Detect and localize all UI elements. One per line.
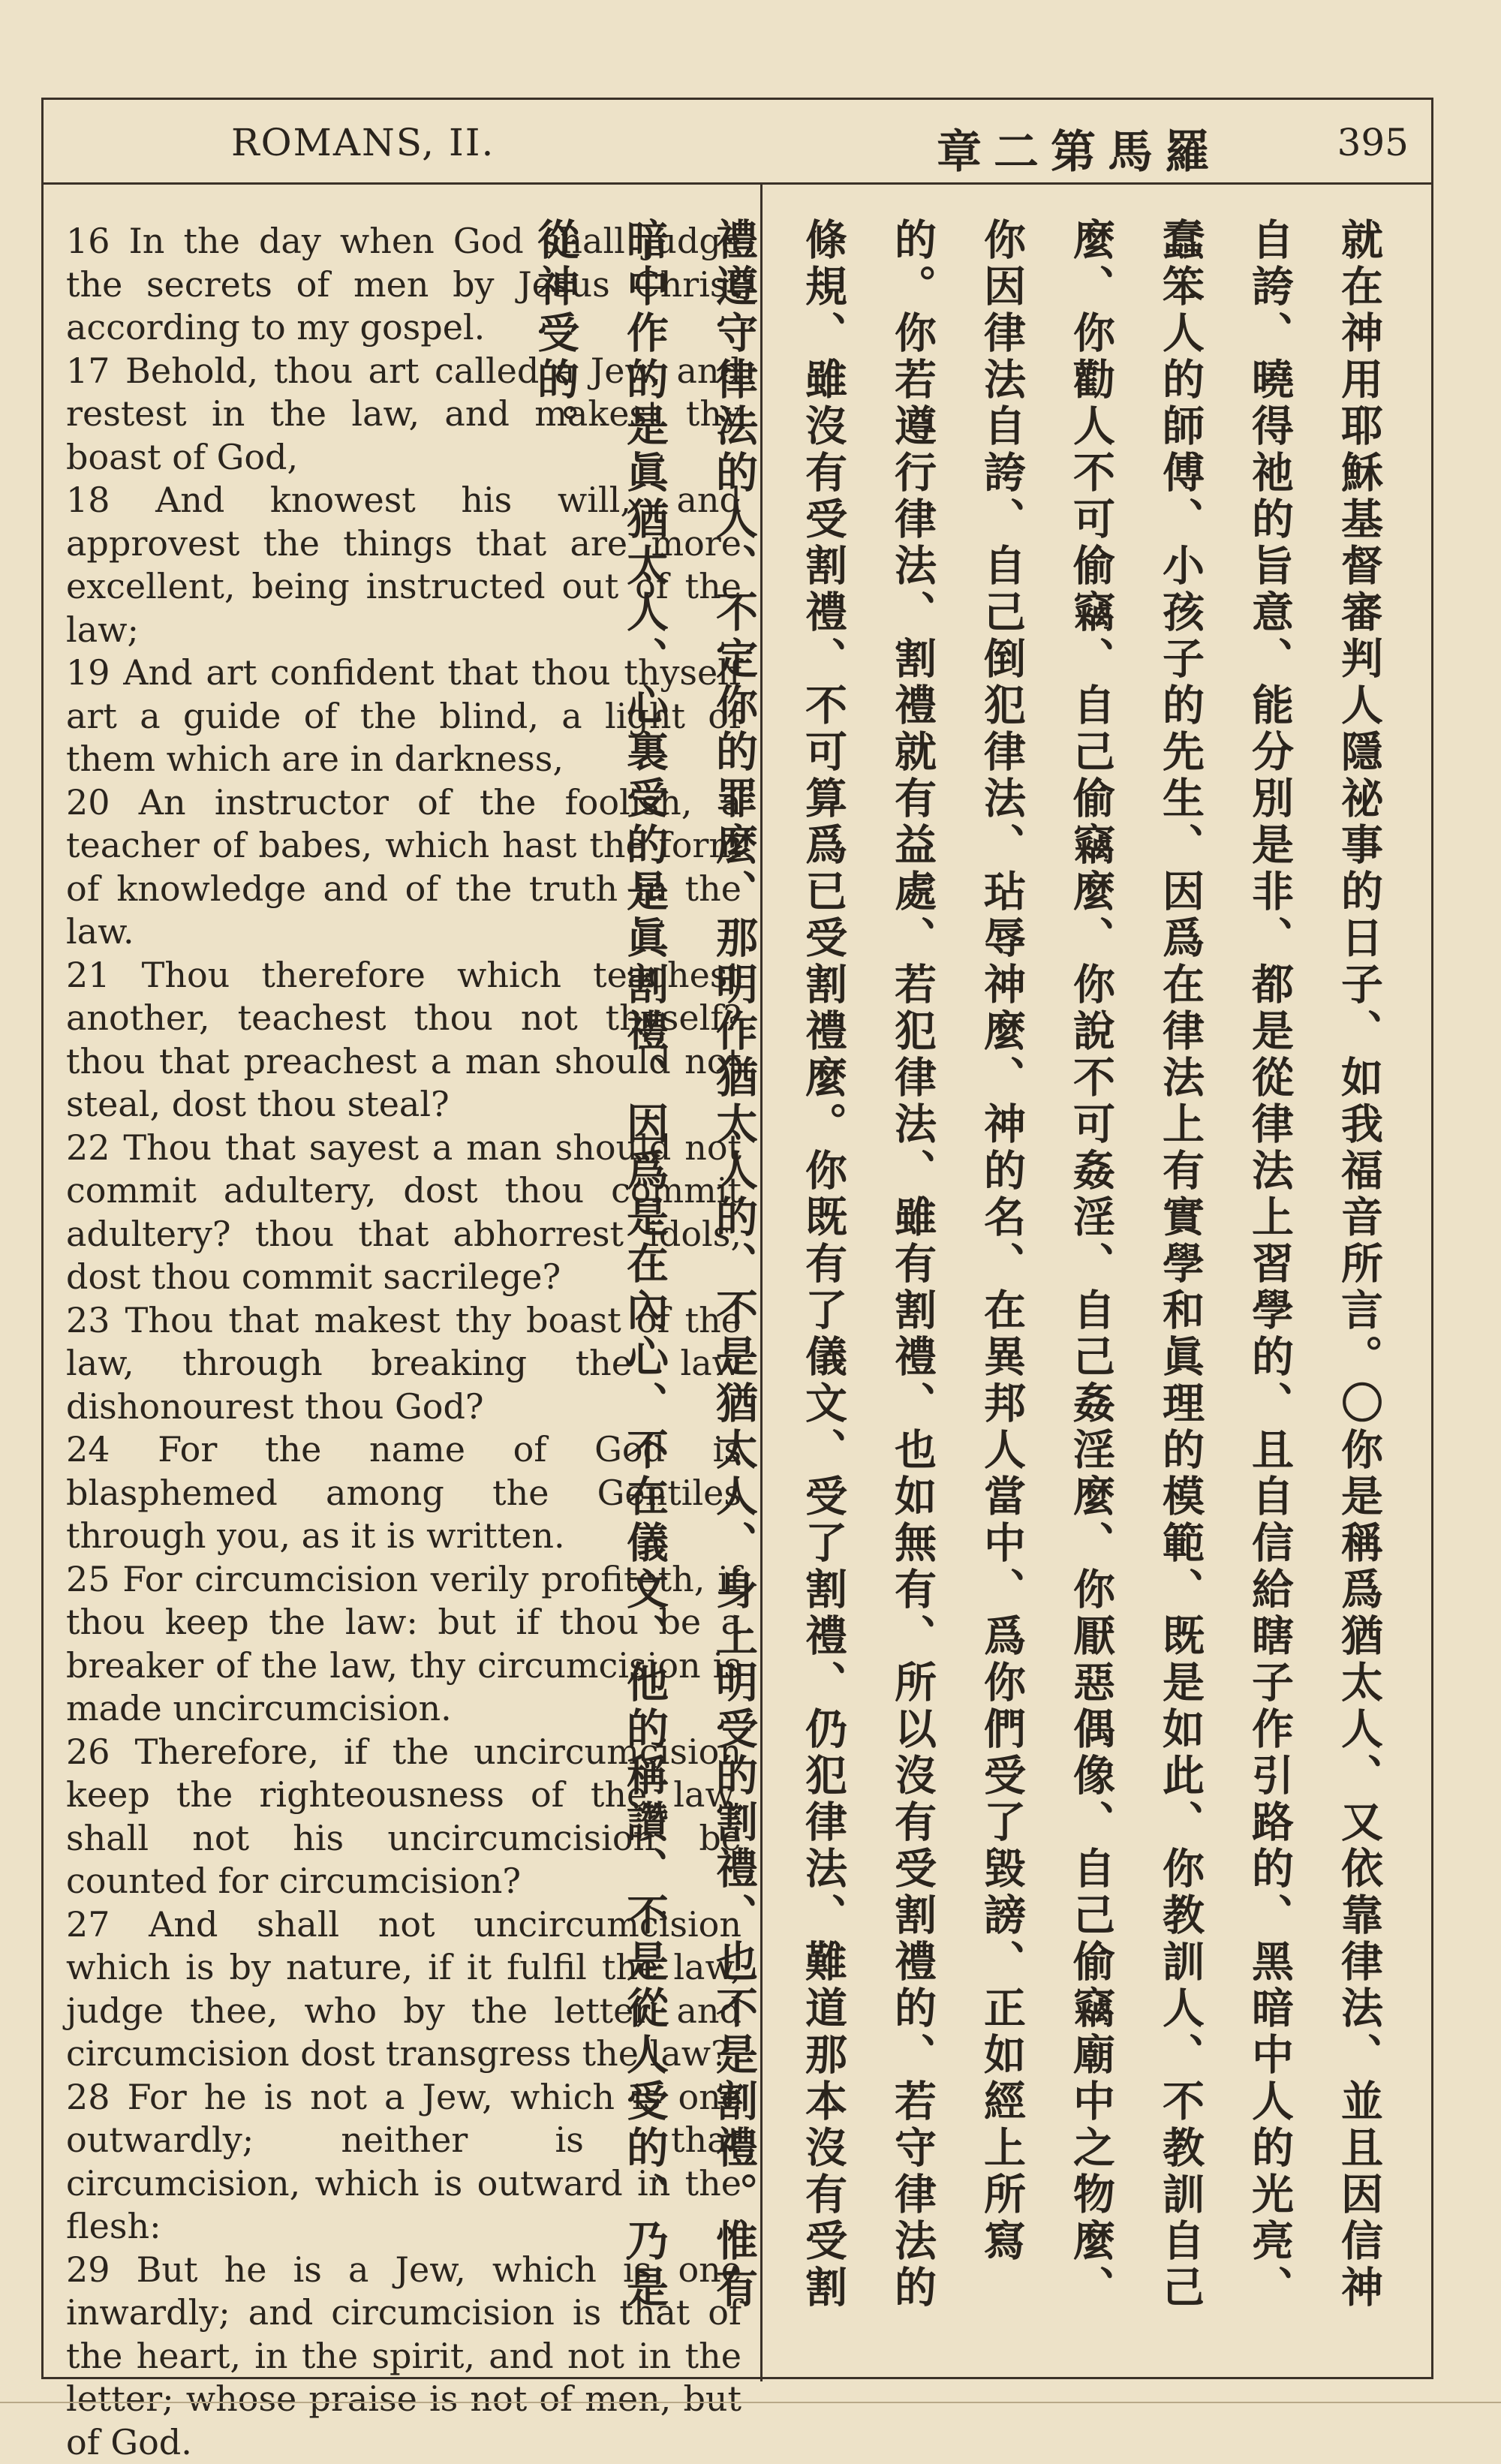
chinese-passage: 就在神用耶穌基督審判人隱祕事的日子、如我福音所言。〇你是稱爲猶太人、又依靠律法、並且因信神自誇、曉得祂的旨意、能分別是非、都是從律法上習學的、且自信給瞎子作引路的、黑暗中人的光亮、蠢笨人的師傅、小孩子的先生、因爲在律法上有實學和眞理的模範、既是如此、你教訓人、不教訓自己麼、你勸人不可偷竊、自己偷竊麼、你說不可姦淫、自己姦淫麼、你厭惡偶像、自己偷竊廟中之物麼、你因律法自誇、自己倒犯律法、玷辱神麼、神的名、在異邦人當中、爲你們受了毀謗、正如經上所寫的。你若遵行律法、割禮就有益處、若犯律法、雖有割禮、也如無有、所以沒有受割禮的、若守律法的條規、雖沒有受割禮、不可算爲已受割禮麼。你既有了儀文、受了割禮、仍犯律法、難道那本沒有受割禮遵守律法的人、不定你的罪麼、那明作猶太人的、不是猶太人、身上明受的割禮、也不是割禮。惟有暗中作的是眞猶太人、心裏受的是眞割禮、因爲是在內心、不在儀文、他的稱讚、不是從人受的、乃是從神受的。 xyxy=(510,218,1403,2357)
verse-29: 29 But he is a Jew, which is one inwardly; and circumcision is that of the heart, in the spirit, and not in the letter; whose praise is not of men, but of God. xyxy=(66,2249,741,2464)
verse-20: 20 An instructor of the foolish, a teacher of babes, which hast the form of knowledge and of the truth in the law. xyxy=(66,781,741,954)
page-number: 395 xyxy=(1337,121,1409,164)
chinese-running-title: 章二第馬羅 xyxy=(937,116,1222,181)
verse-27: 27 And shall not uncircumcision which is by nature, if it fulfil the law, judge thee, who by the letter and circumcision dost transgress the law? xyxy=(66,1903,741,2076)
chinese-column xyxy=(743,218,1403,2357)
english-running-title: ROMANS, II. xyxy=(231,121,495,164)
verse-23: 23 Thou that makest thy boast of the law, through breaking the law dishonourest thou God? xyxy=(66,1299,741,1429)
verse-17: 17 Behold, thou art called a Jew, and restest in the law, and makest thy boast of God, xyxy=(66,350,741,480)
verse-22: 22 Thou that sayest a man should not commit adultery, dost thou commit adultery? thou that abhorrest idols, dost thou commit sacrilege? xyxy=(66,1127,741,1299)
verse-19: 19 And art confident that thou thyself art a guide of the blind, a light of them which are in darkness, xyxy=(66,651,741,781)
verse-28: 28 For he is not a Jew, which is one outwardly; neither is that circumcision, which is outward in the flesh: xyxy=(66,2076,741,2249)
verse-25: 25 For circumcision verily profiteth, if thou keep the law: but if thou be a breaker of the law, thy circumcision is made uncircumcision. xyxy=(66,1558,741,1731)
verse-24: 24 For the name of God is blasphemed among the Gentiles through you, as it is written. xyxy=(66,1428,741,1558)
verse-18: 18 And knowest his will, and approvest the things that are more excellent, being instructed out of the law; xyxy=(66,479,741,651)
verse-21: 21 Thou therefore which teachest another, teachest thou not thyself? thou that preachest a man should not steal, dost thou steal? xyxy=(66,954,741,1127)
verse-26: 26 Therefore, if the uncircumcision keep the righteousness of the law, shall not his uncircumcision be counted for circumcision? xyxy=(66,1731,741,1903)
bottom-edge-line xyxy=(0,2402,1501,2403)
page-header xyxy=(44,100,1431,185)
verse-16: 16 In the day when God shall judge the secrets of men by Jesus Christ according to my gospel. xyxy=(66,220,741,350)
